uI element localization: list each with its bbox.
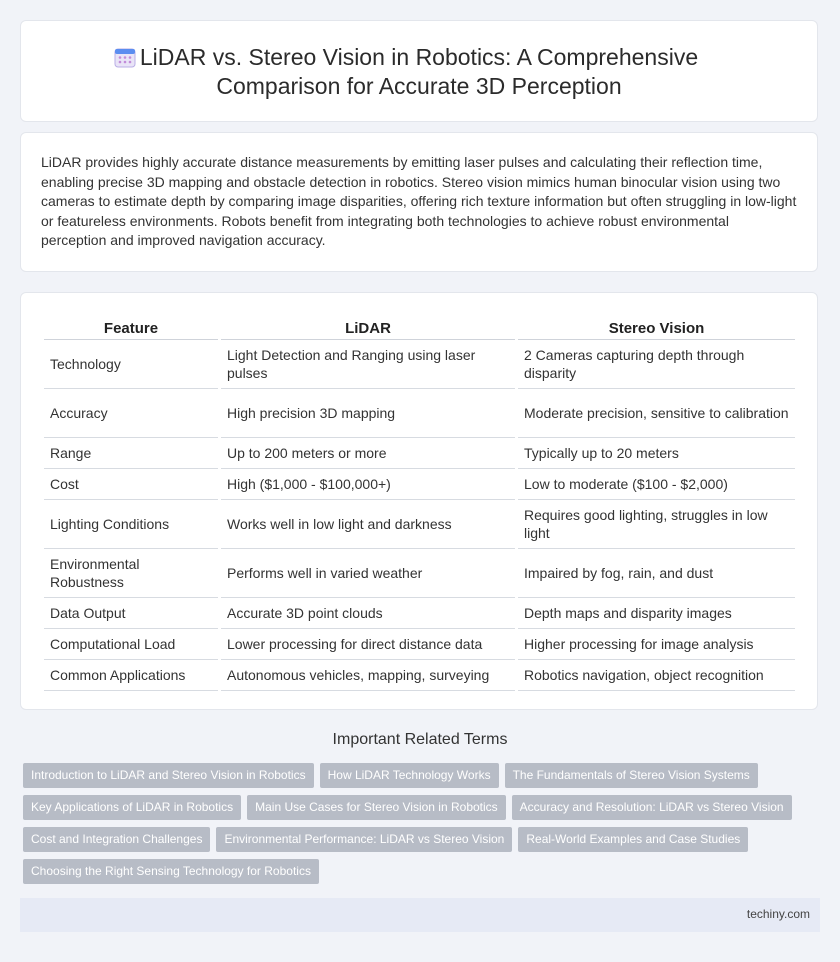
table-header-stereo-vision: Stereo Vision — [518, 315, 795, 340]
related-term-tag[interactable]: Introduction to LiDAR and Stereo Vision in Robotics — [23, 763, 314, 788]
table-cell: Accuracy — [44, 389, 218, 438]
table-row — [44, 660, 795, 691]
table-cell: Moderate precision, sensitive to calibration — [518, 389, 795, 438]
table-cell: Impaired by fog, rain, and dust — [518, 549, 795, 598]
comparison-table — [41, 315, 798, 691]
footer — [20, 898, 820, 932]
table-cell: Technology — [44, 340, 218, 389]
related-term-tag[interactable]: Main Use Cases for Stereo Vision in Robotics — [247, 795, 506, 820]
table-cell: Lower processing for direct distance data — [221, 629, 515, 660]
table-cell: Accurate 3D point clouds — [221, 598, 515, 629]
table-cell: Low to moderate ($100 - $2,000) — [518, 469, 795, 500]
table-row — [44, 469, 795, 500]
footer-site-link[interactable]: techiny.com — [746, 907, 810, 921]
intro-card — [20, 132, 818, 272]
related-term-tag[interactable]: Cost and Integration Challenges — [23, 827, 210, 852]
table-cell: Requires good lighting, struggles in low light — [518, 500, 795, 549]
comparison-table-card — [20, 292, 818, 710]
table-cell: Cost — [44, 469, 218, 500]
table-header-feature: Feature — [44, 315, 218, 340]
table-row — [44, 389, 795, 438]
table-cell: Range — [44, 438, 218, 469]
table-cell: Environmental Robustness — [44, 549, 218, 598]
table-row — [44, 340, 795, 389]
table-cell: Works well in low light and darkness — [221, 500, 515, 549]
table-cell: Up to 200 meters or more — [221, 438, 515, 469]
table-row — [44, 598, 795, 629]
related-term-tag[interactable]: Choosing the Right Sensing Technology for Robotics — [23, 859, 319, 884]
intro-text: LiDAR provides highly accurate distance measurements by emitting laser pulses and calculating their reflection time, enabling precise 3D mapping and obstacle detection in robotics. Stereo vision mimics human binocular vision using two cameras to estimate depth by comparing image disparities, offering rich texture information but often struggling in low-light or featureless environments. Robots benefit from integrating both technologies to achieve robust environmental perception and improved navigation accuracy. — [41, 154, 797, 249]
table-row — [44, 438, 795, 469]
table-row — [44, 500, 795, 549]
table-row — [44, 629, 795, 660]
related-term-tag[interactable]: Accuracy and Resolution: LiDAR vs Stereo Vision — [512, 795, 792, 820]
table-cell: Data Output — [44, 598, 218, 629]
table-cell: Higher processing for image analysis — [518, 629, 795, 660]
related-term-tag[interactable]: Key Applications of LiDAR in Robotics — [23, 795, 241, 820]
table-cell: High precision 3D mapping — [221, 389, 515, 438]
table-cell: Robotics navigation, object recognition — [518, 660, 795, 691]
related-term-tag[interactable]: The Fundamentals of Stereo Vision Systems — [505, 763, 758, 788]
table-cell: High ($1,000 - $100,000+) — [221, 469, 515, 500]
page-title-line-1: LiDAR vs. Stereo Vision in Robotics: A Comprehensive — [139, 44, 699, 70]
related-term-tag[interactable]: How LiDAR Technology Works — [320, 763, 499, 788]
header-card — [20, 20, 818, 122]
table-cell: Typically up to 20 meters — [518, 438, 795, 469]
table-cell: Common Applications — [44, 660, 218, 691]
table-cell: Autonomous vehicles, mapping, surveying — [221, 660, 515, 691]
related-term-tag[interactable]: Real-World Examples and Case Studies — [518, 827, 748, 852]
table-header-lidar: LiDAR — [221, 315, 515, 340]
page-title-line-2: Comparison for Accurate 3D Perception — [216, 73, 622, 99]
table-row — [44, 549, 795, 598]
related-terms-list — [23, 763, 813, 891]
related-terms-title: Important Related Terms — [332, 731, 508, 748]
table-cell: Performs well in varied weather — [221, 549, 515, 598]
table-cell: Lighting Conditions — [44, 500, 218, 549]
table-cell: Computational Load — [44, 629, 218, 660]
table-cell: Light Detection and Ranging using laser pulses — [221, 340, 515, 389]
related-term-tag[interactable]: Environmental Performance: LiDAR vs Stereo Vision — [216, 827, 512, 852]
table-cell: Depth maps and disparity images — [518, 598, 795, 629]
table-cell: 2 Cameras capturing depth through disparity — [518, 340, 795, 389]
